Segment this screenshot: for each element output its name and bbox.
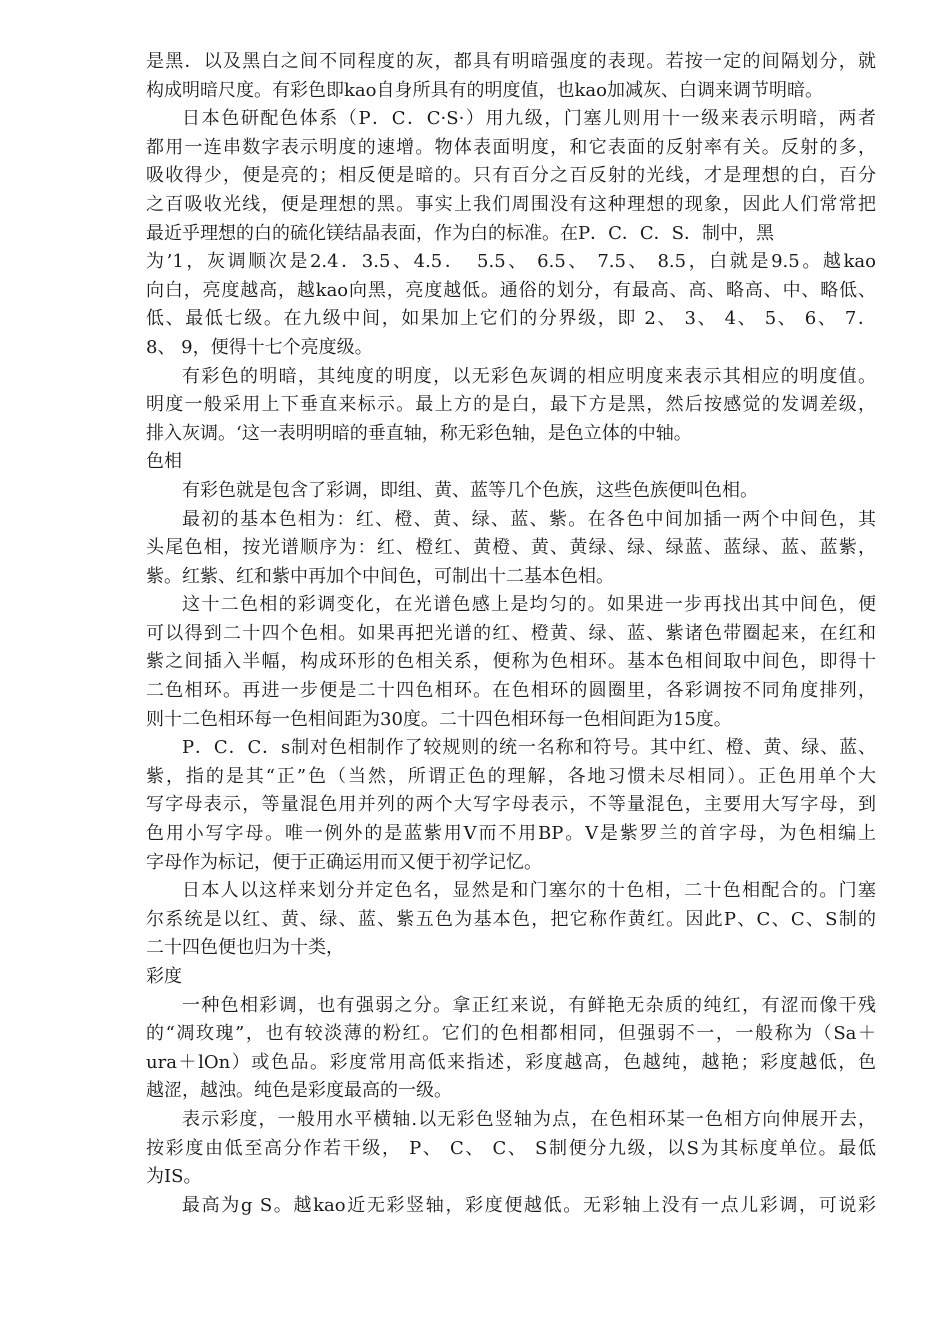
text-line: 彩度 [146, 966, 182, 987]
text-line: 日本色研配色体系（P．C．C·S·）用九级，门塞儿则用十一级来表示明暗，两者 [182, 108, 876, 130]
text-line: 按彩度由低至高分作若干级， P、 C、 C、 S制便分九级，以S为其标度单位。最低 [146, 1137, 876, 1159]
text-line: 字母作为标记，便于正确运用而又便于初学记忆。 [146, 851, 542, 873]
text-line: 色相 [146, 451, 182, 473]
text-line: 明度一般采用上下垂直来标示。最上方的是白，最下方是黑，然后按感觉的发调差级， [146, 394, 876, 416]
text-line: 紫之间插入半幅，构成环形的色相关系，便称为色相环。基本色相间取中间色，即得十 [146, 651, 876, 673]
text-line: 越涩，越浊。纯色是彩度最高的一级。 [146, 1080, 452, 1102]
text-line: 最近乎理想的白的硫化镁结晶表面，作为白的标准。在P．C．C．S．制中，黑 [146, 222, 774, 244]
text-line: 都用一连串数字表示明度的速增。物体表面明度，和它表面的反射率有关。反射的多， [146, 136, 876, 158]
text-line: 构成明暗尺度。有彩色即kao自身所具有的明度值，也kao加减灰、白调来调节明暗。 [146, 79, 823, 101]
text-line: 写字母表示，等量混色用并列的两个大写字母表示，不等量混色，主要用大写字母，到 [146, 794, 876, 816]
text-line: 低、最低七级。在九级中间，如果加上它们的分界级，即 2、 3、 4、 5、 6、 7． [146, 308, 876, 330]
text-line: 尔系统是以红、黄、绿、蓝、紫五色为基本色，把它称作黄红。因此P、C、C、S制的 [146, 908, 876, 930]
text-line: 最高为g S。越kao近无彩竖轴，彩度便越低。无彩轴上没有一点儿彩调，可说彩 [182, 1194, 876, 1216]
text-line: 紫。红紫、红和紫中再加个中间色，可制出十二基本色相。 [146, 565, 614, 587]
text-line: 日本人以这样来划分并定色名，显然是和门塞尔的十色相，二十色相配合的。门塞 [182, 880, 876, 902]
text-line: 可以得到二十四个色相。如果再把光谱的红、橙黄、绿、蓝、紫诸色带圈起来，在红和 [146, 622, 876, 644]
text-line: 一种色相彩调，也有强弱之分。拿正红来说，有鲜艳无杂质的纯红，有涩而像干残 [182, 994, 876, 1016]
text-line: P．C．C．s制对色相制作了较规则的统一名称和符号。其中红、橙、黄、绿、蓝、 [182, 737, 876, 759]
text-line: 吸收得少，便是亮的；相反便是暗的。只有百分之百反射的光线，才是理想的白，百分 [146, 165, 876, 187]
text-line: 最初的基本色相为：红、橙、黄、绿、蓝、紫。在各色中间加插一两个中间色，其 [182, 508, 876, 530]
text-line: 为IS。 [146, 1166, 202, 1188]
text-line: 的“凋玫瑰”，也有较淡薄的粉红。它们的色相都相同，但强弱不一，一般称为（Sa＋ [146, 1023, 876, 1045]
text-line: 有彩色的明暗，其纯度的明度，以无彩色灰调的相应明度来表示其相应的明度值。 [182, 365, 876, 387]
text-line: 表示彩度，一般用水平横轴.以无彩色竖轴为点，在色相环某一色相方向伸展开去， [182, 1108, 876, 1130]
text-line: 排入灰调。‘这一表明明暗的垂直轴，称无彩色轴，是色立体的中轴。 [146, 422, 692, 444]
text-line: 有彩色就是包含了彩调，即组、黄、蓝等几个色族，这些色族便叫色相。 [182, 479, 758, 501]
text-line: 则十二色相环每一色相间距为30度。二十四色相环每一色相间距为15度。 [146, 708, 732, 730]
text-line: 头尾色相，按光谱顺序为：红、橙红、黄橙、黄、黄绿、绿、绿蓝、蓝绿、蓝、蓝紫， [146, 537, 876, 559]
text-line: 向白，亮度越高，越kao向黑，亮度越低。通俗的划分，有最高、高、略高、中、略低、 [146, 279, 876, 301]
text-line: 色用小写字母。唯一例外的是蓝紫用V而不用BP。V是紫罗兰的首字母，为色相编上 [146, 823, 876, 845]
text-line: 之百吸收光线，便是理想的黑。事实上我们周围没有这种理想的现象，因此人们常常把 [146, 193, 876, 215]
document-page [146, 48, 876, 1220]
text-line: 紫，指的是其“正”色（当然，所谓正色的理解，各地习惯未尽相同）。正色用单个大 [146, 765, 876, 787]
text-line: 为’1，灰调顺次是2.4．3.5、4.5． 5.5、 6.5、 7.5、 8.5，白就是9.5。越kao [146, 251, 876, 273]
text-line: 8、 9，便得十七个亮度级。 [146, 336, 373, 358]
text-line: 二色相环。再进一步便是二十四色相环。在色相环的圆圈里，各彩调按不同角度排列， [146, 680, 876, 702]
text-line: 是黑．以及黑白之间不同程度的灰，都具有明暗强度的表现。若按一定的间隔划分，就 [146, 51, 876, 72]
text-line: 二十四色便也归为十类， [146, 937, 344, 959]
text-line: 这十二色相的彩调变化，在光谱色感上是均匀的。如果进一步再找出其中间色，便 [182, 594, 876, 616]
text-line: ura＋lOn）或色品。彩度常用高低来指述，彩度越高，色越纯，越艳；彩度越低，色 [146, 1051, 876, 1073]
